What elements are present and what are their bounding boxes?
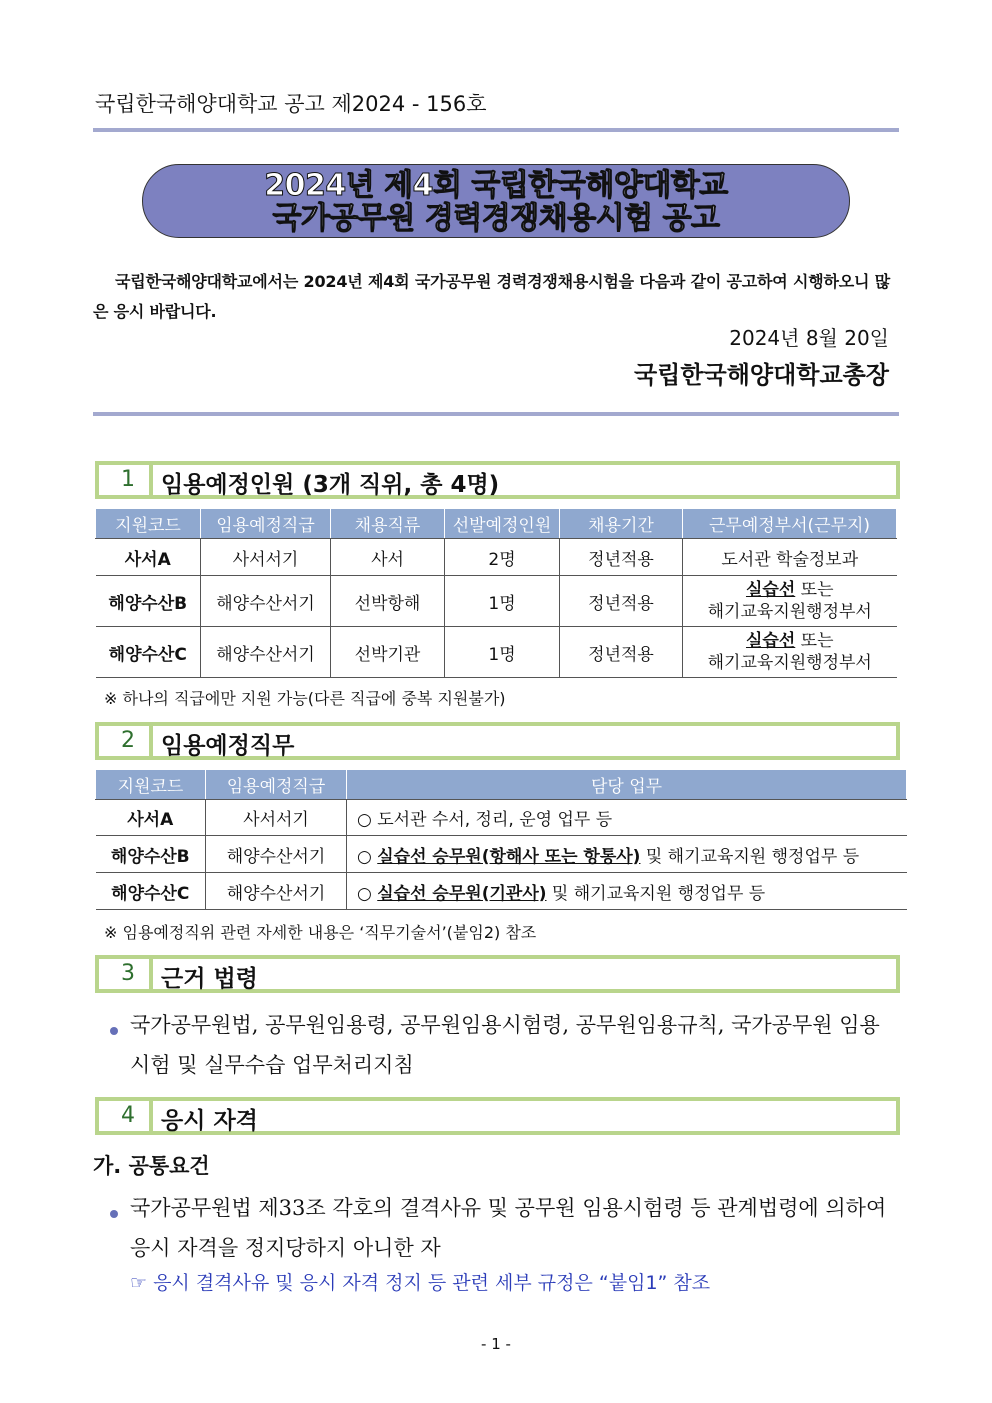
- cell-field: 사서: [331, 539, 445, 576]
- cell-duty: [347, 836, 907, 873]
- qualification-text: 국가공무원법 제33조 각호의 결격사유 및 공무원 임용시험령 등 관계법령에 의하여 응시 자격을 정지당하지 아니한 자: [130, 1196, 887, 1260]
- duty-bullet: ○: [357, 883, 378, 904]
- table-header: 선발예정인원: [445, 509, 560, 539]
- cell-grade: 해양수산서기: [201, 627, 331, 678]
- section-number: 4: [121, 1103, 135, 1128]
- title-line-2: 국가공무원 경력경쟁채용시험 공고: [272, 201, 720, 236]
- section-number: 1: [121, 467, 135, 492]
- cell-duty: [347, 800, 907, 836]
- signer: 국립한국해양대학교총장: [633, 360, 889, 389]
- table-row: [96, 627, 897, 678]
- cell-field: 선박기관: [331, 627, 445, 678]
- table-row: [96, 800, 907, 836]
- cell-code: 사서A: [96, 539, 201, 576]
- dept-or: 또는: [795, 631, 834, 651]
- cell-dept: [683, 576, 897, 627]
- cell-grade: 해양수산서기: [201, 576, 331, 627]
- cell-code: 해양수산C: [96, 873, 206, 910]
- duty-bullet: ○: [357, 846, 378, 867]
- table-row: [96, 836, 907, 873]
- cell-grade: 해양수산서기: [206, 836, 347, 873]
- table-row: [96, 873, 907, 910]
- table-header: 채용직류: [331, 509, 445, 539]
- table-header: 담당 업무: [347, 770, 907, 800]
- cell-field: 선박항해: [331, 576, 445, 627]
- dept-admin: 해기교육지원행정부서: [707, 602, 872, 622]
- bullet-dot: [110, 1020, 118, 1039]
- title-line-1: 2024년 제4회 국립한국해양대학교: [264, 168, 728, 203]
- cell-code: 해양수산C: [96, 627, 201, 678]
- reference-pointer: ☞ 응시 결격사유 및 응시 자격 정지 등 관련 세부 규정은 “붙임1” 참조: [130, 1272, 711, 1294]
- dept-admin: 해기교육지원행정부서: [707, 653, 872, 673]
- notice-date: 2024년 8월 20일: [729, 326, 889, 350]
- section-title: 임용예정인원 (3개 직위, 총 4명): [161, 472, 500, 498]
- section-heading-4: [95, 1097, 900, 1135]
- section-number: 2: [121, 728, 135, 753]
- duty-text: ○ 도서관 수서, 정리, 운영 업무 등: [357, 810, 613, 830]
- section-title: 근거 법령: [161, 966, 258, 992]
- table-header: 근무예정부서(근무지): [683, 509, 897, 539]
- cell-dept: 도서관 학술정보과: [683, 539, 897, 576]
- table-row: [96, 576, 897, 627]
- cell-duty: [347, 873, 907, 910]
- section-title: 임용예정직무: [161, 733, 295, 759]
- divider: [93, 412, 899, 416]
- table-row: [96, 539, 897, 576]
- dept-ship: 실습선: [745, 631, 796, 651]
- table-header: 임용예정직급: [206, 770, 347, 800]
- cell-period: 정년적용: [560, 576, 683, 627]
- legal-basis-text: 국가공무원법, 공무원임용령, 공무원임용시험령, 공무원임용규칙, 국가공무원 임용시험 및 실무수습 업무처리지침: [130, 1013, 880, 1077]
- dept-or: 또는: [795, 580, 834, 600]
- cell-grade: 해양수산서기: [206, 873, 347, 910]
- cell-count: 1명: [445, 627, 560, 678]
- cell-period: 정년적용: [560, 539, 683, 576]
- cell-code: 해양수산B: [96, 576, 201, 627]
- bullet-dot: [110, 1203, 118, 1222]
- cell-grade: 사서서기: [206, 800, 347, 836]
- table-header: 임용예정직급: [201, 509, 331, 539]
- table2-note: ※ 임용예정직위 관련 자세한 내용은 ‘직무기술서’(붙임2) 참조: [104, 923, 537, 942]
- table-header: 채용기간: [560, 509, 683, 539]
- divider: [93, 128, 899, 132]
- cell-grade: 사서서기: [201, 539, 331, 576]
- cell-code: 사서A: [96, 800, 206, 836]
- sub-heading: 가. 공통요건: [93, 1154, 210, 1178]
- cell-count: 2명: [445, 539, 560, 576]
- cell-period: 정년적용: [560, 627, 683, 678]
- duty-emphasis: 실습선 승무원(항해사 또는 항통사): [377, 846, 641, 867]
- cell-count: 1명: [445, 576, 560, 627]
- duty-emphasis: 실습선 승무원(기관사): [377, 883, 547, 904]
- page-number: - 1 -: [481, 1335, 511, 1353]
- intro-paragraph: 국립한국해양대학교에서는 2024년 제4회 국가공무원 경력경쟁채용시험을 다음과 같이 공고하여 시행하오니 많은 응시 바랍니다.: [93, 272, 890, 321]
- cell-dept: [683, 627, 897, 678]
- table1-note: ※ 하나의 직급에만 지원 가능(다른 직급에 중복 지원불가): [104, 689, 506, 708]
- section-number: 3: [121, 961, 135, 986]
- title-banner: [142, 164, 850, 238]
- positions-table: [95, 508, 897, 678]
- table-header: 지원코드: [96, 509, 201, 539]
- section-heading-3: [95, 955, 900, 993]
- section-heading-1: [95, 461, 900, 499]
- notice-number: 국립한국해양대학교 공고 제2024 - 156호: [95, 92, 487, 116]
- cell-code: 해양수산B: [96, 836, 206, 873]
- dept-ship: 실습선: [745, 580, 796, 600]
- duty-rest: 및 해기교육지원 행정업무 등: [546, 883, 766, 904]
- duty-rest: 및 해기교육지원 행정업무 등: [640, 846, 860, 867]
- section-title: 응시 자격: [161, 1108, 258, 1134]
- duties-table: [95, 769, 907, 910]
- table-header: 지원코드: [96, 770, 206, 800]
- section-heading-2: [95, 722, 900, 760]
